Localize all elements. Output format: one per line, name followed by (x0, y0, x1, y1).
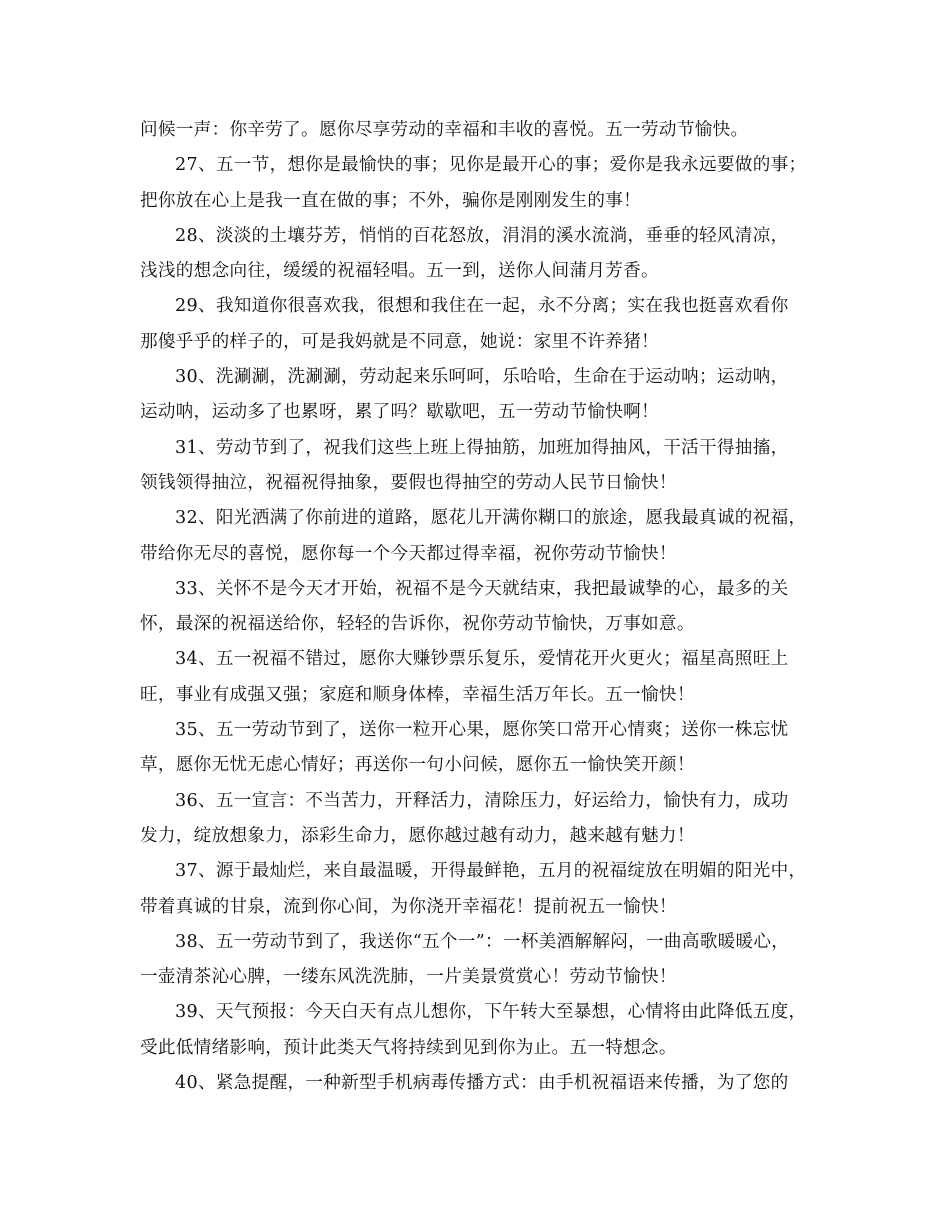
text-line: 28、淡淡的土壤芬芳，悄悄的百花怒放，涓涓的溪水流淌，垂垂的轻风清凉， (175, 225, 789, 246)
text-line: 30、洗涮涮，洗涮涮，劳动起来乐呵呵，乐哈哈，生命在于运动呐；运动呐， (175, 367, 789, 388)
text-line: 问候一声：你辛劳了。愿你尽享劳动的幸福和丰收的喜悦。五一劳动节愉快。 (140, 120, 749, 140)
text-line: 39、天气预报：今天白天有点儿想你，下午转大至暴想，心情将由此降低五度， (175, 1002, 807, 1023)
text-line: 31、劳动节到了，祝我们这些上班上得抽筋，加班加得抽风，干活干得抽搐， (175, 437, 789, 458)
body-text (140, 113, 820, 1101)
text-line: 36、五一宣言：不当苦力，开释活力，清除压力，好运给力，愉快有力，成功 (175, 790, 789, 811)
text-line: 35、五一劳动节到了，送你一粒开心果，愿你笑口常开心情爽；送你一株忘忧 (175, 720, 789, 741)
text-line: 把你放在心上是我一直在做的事；不外，骗你是刚刚发生的事！ (140, 190, 642, 211)
text-line: 33、关怀不是今天才开始，祝福不是今天就结束，我把最诚挚的心，最多的关 (175, 578, 789, 599)
text-line: 草，愿你无忧无虑心情好；再送你一句小问候，愿你五一愉快笑开颜！ (140, 755, 695, 776)
text-line: 34、五一祝福不错过，愿你大赚钞票乐复乐，爱情花开火更火；福星高照旺上 (175, 649, 789, 670)
text-line: 带给你无尽的喜悦，愿你每一个今天都过得幸福，祝你劳动节愉快！ (140, 543, 677, 564)
text-line: 40、紧急提醒，一种新型手机病毒传播方式：由手机祝福语来传播，为了您的 (175, 1073, 789, 1094)
text-line: 旺，事业有成强又强；家庭和顺身体棒，幸福生活万年长。五一愉快！ (140, 684, 695, 705)
text-line: 27、五一节，想你是最愉快的事；见你是最开心的事；爱你是我永远要做的事； (175, 155, 807, 176)
text-line: 那傻乎乎的样子的，可是我妈就是不同意，她说：家里不许养猪！ (140, 331, 659, 352)
text-line: 怀，最深的祝福送给你，轻轻的告诉你，祝你劳动节愉快，万事如意。 (140, 614, 695, 635)
text-line: 29、我知道你很喜欢我，很想和我住在一起，永不分离；实在我也挺喜欢看你 (175, 296, 789, 317)
text-line: 运动呐，运动多了也累呀，累了吗？歇歇吧，五一劳动节愉快啊！ (140, 402, 659, 423)
text-line: 一壶清茶沁心脾，一缕东风洗洗肺，一片美景赏赏心！劳动节愉快！ (140, 967, 677, 988)
text-line: 带着真诚的甘泉，流到你心间，为你浇开幸福花！提前祝五一愉快！ (140, 896, 677, 917)
text-line: 浅浅的想念向往，缓缓的祝福轻唱。五一到，送你人间蒲月芳香。 (140, 261, 659, 282)
text-line: 发力，绽放想象力，添彩生命力，愿你越过越有动力，越来越有魅力！ (140, 825, 695, 846)
text-line: 领钱领得抽泣，祝福祝得抽象，要假也得抽空的劳动人民节日愉快！ (140, 472, 677, 493)
text-line: 受此低情绪影响，预计此类天气将持续到见到你为止。五一特想念。 (140, 1037, 677, 1058)
text-line: 38、五一劳动节到了，我送你“五个一”：一杯美酒解解闷，一曲高歌暖暖心， (175, 931, 790, 952)
text-line: 37、源于最灿烂，来自最温暖，开得最鲜艳，五月的祝福绽放在明媚的阳光中， (175, 861, 807, 882)
text-line: 32、阳光洒满了你前进的道路，愿花儿开满你糊口的旅途，愿我最真诚的祝福， (175, 508, 807, 529)
